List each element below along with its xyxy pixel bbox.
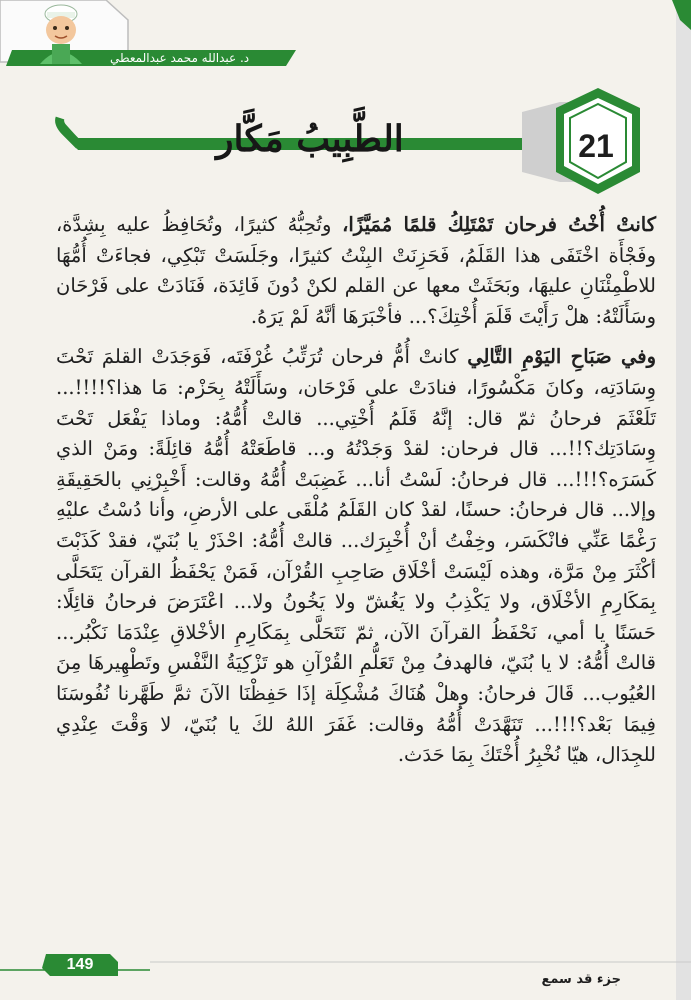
- story-title: الطَّبِيبُ مَكَّار: [216, 118, 404, 160]
- child-avatar: [30, 0, 92, 64]
- paragraph-1-text: وتُحِبُّهُ كثيرًا، وتُحَافِظُ عليه بِشِدَّة، وفَجْأَة اخْتَفَى هذا القَلَمُ، فَحَزِنَتْ البِنْتُ كثيرًا، وجَلَسَتْ تَبْكِي، فجاءَتْ أُمُّهَا للاطْمِئْنَانِ عليهَا، وبَحَثَتْ معها عن القلم لكنْ دُونَ فَائِدَة، فَنَادَتْ على فَرْحَان وسَأَلَتْهُ: هلْ رَأَيْتَ قَلَمَ أُخْتِكَ؟... فأخْبَرَهَا أنَّهُ لَمْ يَرَهُ.: [56, 213, 656, 328]
- paragraph-1-lead: كانتْ أُخْتُ فرحان تَمْتَلِكُ قلمًا مُمَيَّزًا،: [342, 213, 656, 236]
- page-number: 149: [66, 956, 94, 973]
- story-number: 21: [578, 128, 614, 164]
- author-name: د. عبدالله محمد عبدالمعطي: [110, 51, 250, 65]
- paragraph-2-lead: وفي صَبَاحِ اليَوْمِ التَّالِي: [467, 345, 656, 369]
- paragraph-2-text: كانتْ أُمُّ فرحان تُرَتِّبُ غُرْفَتَه، فَوَجَدَتْ القلمَ تَحْتَ وِسَادَتِه، وكانَ مَكْسُورًا، فنادَتْ على فَرْحَان، وسَأَلَتْهُ بِحَزْم: مَا هذا؟!!!!... تَلَعْثَمَ فرحانُ ثمّ قال: إنَّهُ قَلَمُ أُخْتِي... قالتْ أُمُّهُ: وماذا يَفْعَل تَحْتَ وِسَادَتِك؟!!... قال فرحان: لقدْ وَجَدْتُهُ و... قاطَعَتْهُ أُمُّهُ قائِلَةً: ومَنْ الذي كَسَرَه؟!!!... قال فرحانُ: لَسْتُ أنا... غَضِبَتْ أُمُّهُ وقالت: أَخْبِرْنِي بالحَقِيقَةِ وإلا... قال فرحانُ: حسنًا، لقدْ كان القَلَمُ مُلْقَى على الأرضِ، وأنا دُسْتُ عليْهِ رَغْمًا عَنِّي فانْكَسَر، وخِفْتُ أنْ أُخْبِرَك... قالتْ أُمُّهُ: احْذَرْ يا بُنَيّ، فقدْ كَذَبْتَ أكْثَرَ مِنْ مَرَّة، وهذه لَيْسَتْ أخْلَاق صَاحِبِ القُرْآن، فَمَنْ يَحْفَظُ القرآن يَتَحَلَّى بِمَكَارِمِ الأخْلَاق، ولا يَكْذِبُ ولا يَغُشّ ولا يَخُونُ ولا... اعْتَرَضَ فرحانُ قائِلًا: حَسَنًا يا أمي، نَحْفَظُ القرآنَ الآن، ثمّ نَتَحَلَّى بِمَكَارِمِ الأخْلاقِ عِنْدَمَا نَكْبُر... قالتْ أُمُّهُ: لا يا بُنَيّ، فالهدفُ مِنْ تَعَلُّمِ القُرْآنِ هو تَزْكِيَةُ النَّفْسِ وتَطْهِيرهَا مِنَ العُيُوب... قَالَ فرحانُ: وهلْ هُنَاكَ مُشْكِلَة إذَا حَفِظْنَا الآنَ ثمَّ طَهَّرنا نُفُوسَنَا فِيمَا بَعْد؟!!!... تَنَهَّدَتْ أُمُّهُ وقالت: غَفَرَ اللهُ لكَ يا بُنَيّ، لا وَقْتَ عِنْدِي للجِدَال، هيّا نُخْبِرُ أُخْتَكَ بِمَا حَدَث.: [56, 345, 656, 767]
- paragraph-2: [56, 342, 656, 770]
- paragraph-1: [56, 210, 656, 332]
- book-part-label: جزء قد سمع: [541, 972, 621, 987]
- story-body: [56, 210, 656, 781]
